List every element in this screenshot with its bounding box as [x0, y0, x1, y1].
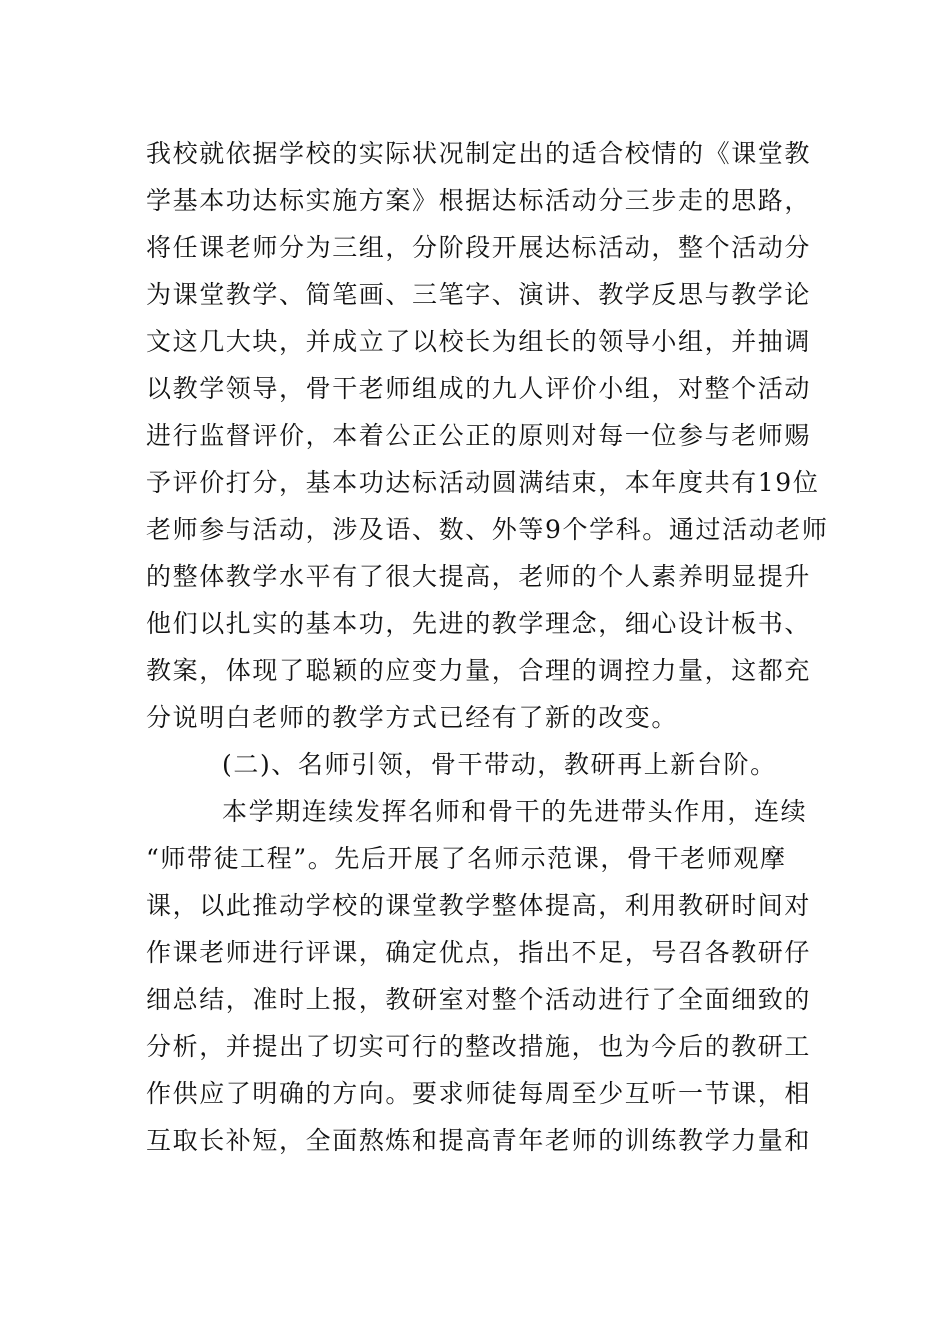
text-line: 予评价打分，基本功达标活动圆满结束，本年度共有19位 — [146, 468, 820, 497]
text-line: 为课堂教学、简笔画、三笔字、演讲、教学反思与教学论 — [146, 280, 812, 309]
text-line: 将任课老师分为三组，分阶段开展达标活动，整个活动分 — [146, 233, 812, 262]
text-line: 分说明白老师的教学方式已经有了新的改变。 — [146, 703, 679, 732]
text-line: 进行监督评价，本着公正公正的原则对每一位参与老师赐 — [146, 421, 812, 450]
text-line: 他们以扎实的基本功，先进的教学理念，细心设计板书、 — [146, 609, 812, 638]
text-line: 文这几大块，并成立了以校长为组长的领导小组，并抽调 — [146, 327, 812, 356]
text-line: 的整体教学水平有了很大提高，老师的个人素养明显提升 — [146, 562, 812, 591]
text-line: 课，以此推动学校的课堂教学整体提高，利用教研时间对 — [146, 891, 812, 920]
section-heading: (二)、名师引领，骨干带动，教研再上新台阶。 — [222, 750, 777, 779]
text-line: 学基本功达标实施方案》根据达标活动分三步走的思路， — [146, 186, 812, 215]
text-line: “师带徒工程”。先后开展了名师示范课，骨干老师观摩 — [146, 844, 787, 873]
text-line: 分析，并提出了切实可行的整改措施，也为今后的教研工 — [146, 1032, 812, 1061]
text-line: 作课老师进行评课，确定优点，指出不足，号召各教研仔 — [146, 938, 812, 967]
text-line: 细总结，准时上报，教研室对整个活动进行了全面细致的 — [146, 985, 812, 1014]
text-line: 本学期连续发挥名师和骨干的先进带头作用，连续 — [222, 797, 808, 826]
text-line: 教案，体现了聪颖的应变力量，合理的调控力量，这都充 — [146, 656, 812, 685]
text-line: 我校就依据学校的实际状况制定出的适合校情的《课堂教 — [146, 139, 812, 168]
document-body — [146, 130, 829, 1164]
text-line: 互取长补短，全面熬炼和提高青年老师的训练教学力量和 — [146, 1126, 812, 1155]
text-line: 以教学领导，骨干老师组成的九人评价小组，对整个活动 — [146, 374, 812, 403]
text-line: 老师参与活动，涉及语、数、外等9个学科。通过活动老师 — [146, 515, 829, 544]
text-line: 作供应了明确的方向。要求师徒每周至少互听一节课，相 — [146, 1079, 812, 1108]
